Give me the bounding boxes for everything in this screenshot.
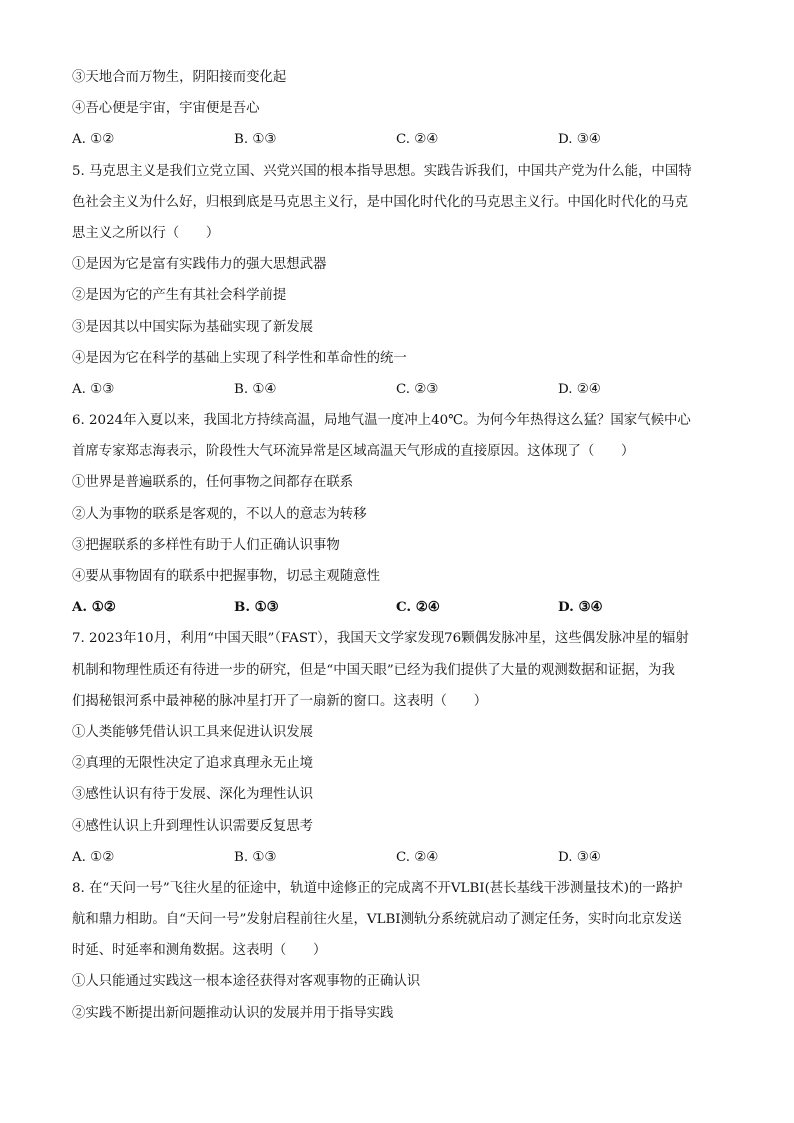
q6-item-4: ④要从事物固有的联系中把握事物，切忌主观随意性 (72, 569, 380, 584)
q7-option-a: A. ①② (72, 849, 115, 865)
q7-stem-line-3: 们揭秘银河系中最神秘的脉冲星打开了一扇新的窗口。这表明（ ） (72, 693, 488, 709)
q7-stem-line-2: 机制和物理性质还有待进一步的研究，但是“中国天眼”已经为我们提供了大量的观测数据和证据，为我 (72, 662, 675, 678)
q6-option-a: A. ①② (72, 599, 116, 616)
q6-item-1: ①世界是普遍联系的，任何事物之间都存在联系 (72, 475, 354, 491)
q5-stem-line-1: 5. 马克思主义是我们立党立国、兴党兴国的根本指导思想。实践告诉我们，中国共产党为什么能，中国特 (72, 163, 692, 179)
q4-option-c: C. ②④ (396, 132, 439, 148)
q4-option-a: A. ①② (72, 132, 115, 148)
q5-stem-line-3: 思主义之所以行（ ） (72, 225, 220, 241)
q7-option-c: C. ②④ (396, 849, 439, 865)
q6-option-d: D. ③④ (558, 599, 603, 616)
q5-item-4: ④是因为它在科学的基础上实现了科学性和革命性的统一 (72, 350, 407, 366)
q8-item-2: ②实践不断提出新问题推动认识的发展并用于指导实践 (72, 1005, 394, 1021)
q8-item-1: ①人只能通过实践这一根本途径获得对客观事物的正确认识 (72, 974, 421, 990)
exam-page (72, 62, 724, 1029)
q6-option-c: C. ②④ (396, 599, 440, 616)
q7-option-b: B. ①③ (234, 849, 277, 865)
q5-stem-line-2: 色社会主义为什么好，归根到底是马克思主义行，是中国化时代化的马克思主义行。中国化时代化的马克 (72, 194, 688, 210)
q5-item-1: ①是因为它是富有实践伟力的强大思想武器 (72, 257, 327, 273)
q4-option-d: D. ③④ (558, 132, 601, 148)
q6-item-2: ②人为事物的联系是客观的，不以人的意志为转移 (72, 506, 367, 522)
q6-option-b: B. ①③ (234, 599, 279, 616)
q5-options (72, 374, 724, 405)
q4-item-4: ④吾心便是宇宙，宇宙便是吾心 (72, 101, 260, 117)
q4-option-b: B. ①③ (234, 132, 277, 148)
q7-stem-line-1: 7. 2023年10月，利用“中国天眼”（FAST），我国天文学家发现76颗偶发脉冲星，这些偶发脉冲星的辐射 (72, 631, 689, 647)
q5-option-b: B. ①④ (234, 381, 277, 397)
q4-item-3: ③天地合而万物生，阴阳接而变化起 (72, 70, 287, 85)
q7-item-1: ①人类能够凭借认识工具来促进认识发展 (72, 724, 314, 740)
q8-stem-line-2: 航和鼎力相助。自“天问一号”发射启程前往火星，VLBI测轨分系统就启动了测定任务，实时向北京发送 (72, 912, 682, 928)
q6-stem-line-2: 首席专家郑志海表示，阶段性大气环流异常是区域高温天气形成的直接原因。这体现了（ ） (72, 444, 635, 460)
q5-item-3: ③是因其以中国实际为基础实现了新发展 (72, 319, 314, 335)
q7-options (72, 842, 724, 873)
q4-options (72, 124, 724, 155)
q5-item-2: ②是因为它的产生有其社会科学前提 (72, 288, 287, 304)
q7-item-2: ②真理的无限性决定了追求真理永无止境 (72, 756, 314, 772)
q7-option-d: D. ③④ (558, 849, 601, 865)
q6-options (72, 592, 724, 623)
q8-stem-line-1: 8. 在“天问一号”飞往火星的征途中，轨道中途修正的完成离不开VLBI(甚长基线干涉测量技术)的一路护 (72, 880, 683, 896)
q5-option-c: C. ②③ (396, 381, 439, 397)
q7-item-4: ④感性认识上升到理性认识需要反复思考 (72, 818, 314, 834)
q5-option-a: A. ①③ (72, 381, 115, 397)
q8-stem-line-3: 时延、时延率和测角数据。这表明（ ） (72, 943, 327, 959)
q6-stem-line-1: 6. 2024年入夏以来，我国北方持续高温，局地气温一度冲上40℃。为何今年热得这么猛？国家气候中心 (72, 413, 691, 429)
q7-item-3: ③感性认识有待于发展、深化为理性认识 (72, 787, 314, 803)
q5-option-d: D. ②④ (558, 381, 601, 397)
q6-item-3: ③把握联系的多样性有助于人们正确认识事物 (72, 537, 340, 553)
